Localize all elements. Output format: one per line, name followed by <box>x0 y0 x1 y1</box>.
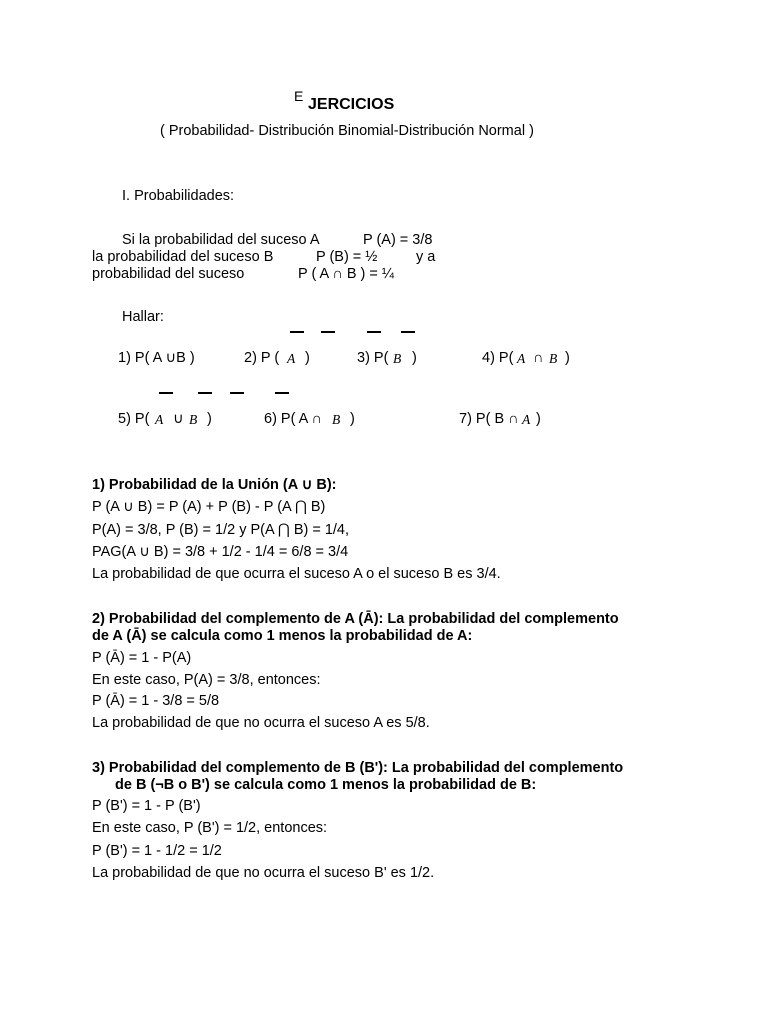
answer-3-conclusion: La probabilidad de que no ocurra el suceso B' es 1/2. <box>92 865 435 881</box>
item-5-prefix: 5) P( <box>118 411 150 427</box>
item-1: 1) P( A ∪B ) <box>118 350 195 366</box>
item-5-op: ∪ <box>173 411 184 427</box>
item-5-var2: B <box>189 412 198 427</box>
answer-3-heading-cont: de B (¬B o B') se calcula como 1 menos la probabilidad de B: <box>115 777 537 793</box>
complement-bar <box>159 392 173 394</box>
answer-2-heading: 2) Probabilidad del complemento de A (Ā): La probabilidad del complemento <box>92 611 619 627</box>
answer-3-line: P (B') = 1 - 1/2 = 1/2 <box>92 843 222 859</box>
item-2-prefix: 2) P ( <box>244 350 280 366</box>
answer-2-heading-cont: de A (Ā) se calcula como 1 menos la probabilidad de A: <box>92 628 473 644</box>
item-3-var: B <box>393 351 402 366</box>
answer-2-line: En este caso, P(A) = 3/8, entonces: <box>92 672 321 688</box>
complement-bar <box>401 331 415 333</box>
item-3-suffix: ) <box>412 350 417 366</box>
answer-1-conclusion: La probabilidad de que ocurra el suceso A o el suceso B es 3/4. <box>92 566 501 582</box>
complement-bar <box>198 392 212 394</box>
item-6-suffix: ) <box>350 411 355 427</box>
given-line-2: la probabilidad del suceso B <box>92 249 274 265</box>
answer-2-line: P (Ā) = 1 - P(A) <box>92 650 192 666</box>
answer-1-line: P (A ∪ B) = P (A) + P (B) - P (A ⋂ B) <box>92 499 326 515</box>
hallar-label: Hallar: <box>122 309 164 325</box>
answer-3-heading: 3) Probabilidad del complemento de B (B'): La probabilidad del complemento <box>92 760 624 776</box>
given-line-1: Si la probabilidad del suceso A <box>122 232 320 248</box>
item-7-suffix: ) <box>536 411 541 427</box>
item-5-suffix: ) <box>207 411 212 427</box>
answer-1-line: PAG(A ∪ B) = 3/8 + 1/2 - 1/4 = 6/8 = 3/4 <box>92 544 349 560</box>
item-4-var1: A <box>517 351 526 366</box>
title-initial: E <box>294 88 304 104</box>
given-line-2-tail: y a <box>416 249 436 265</box>
item-4-prefix: 4) P( <box>482 350 514 366</box>
item-7-var: A <box>522 412 531 427</box>
item-6-var: B <box>332 412 341 427</box>
section-heading: I. Probabilidades: <box>122 188 235 204</box>
item-6-prefix: 6) P( A ∩ <box>264 411 322 427</box>
answer-2-line: P (Ā) = 1 - 3/8 = 5/8 <box>92 693 220 709</box>
given-value-2: P (B) = ½ <box>316 249 378 265</box>
item-4-var2: B <box>549 351 558 366</box>
complement-bar <box>275 392 289 394</box>
answer-3-line: P (B') = 1 - P (B') <box>92 798 201 814</box>
complement-bar <box>321 331 335 333</box>
item-4-op: ∩ <box>533 350 544 366</box>
answer-1-heading: 1) Probabilidad de la Unión (A ∪ B): <box>92 477 337 493</box>
given-value-1: P (A) = 3/8 <box>363 232 433 248</box>
item-2-suffix: ) <box>305 350 310 366</box>
item-7-prefix: 7) P( B ∩ <box>459 411 519 427</box>
complement-bar <box>367 331 381 333</box>
item-5-var1: A <box>155 412 164 427</box>
given-value-3: P ( A ∩ B ) = ¼ <box>298 266 394 282</box>
item-4-suffix: ) <box>565 350 570 366</box>
item-3-prefix: 3) P( <box>357 350 389 366</box>
answer-1-line: P(A) = 3/8, P (B) = 1/2 y P(A ⋂ B) = 1/4, <box>92 522 350 538</box>
answer-2-conclusion: La probabilidad de que no ocurra el suceso A es 5/8. <box>92 715 430 731</box>
page-subtitle: ( Probabilidad- Distribución Binomial-Distribución Normal ) <box>160 123 534 139</box>
answer-3-line: En este caso, P (B') = 1/2, entonces: <box>92 820 328 836</box>
complement-bar <box>290 331 304 333</box>
complement-bar <box>230 392 244 394</box>
given-line-3: probabilidad del suceso <box>92 266 245 282</box>
page-title: JERCICIOS <box>308 96 395 113</box>
item-2-var: A <box>287 351 296 366</box>
